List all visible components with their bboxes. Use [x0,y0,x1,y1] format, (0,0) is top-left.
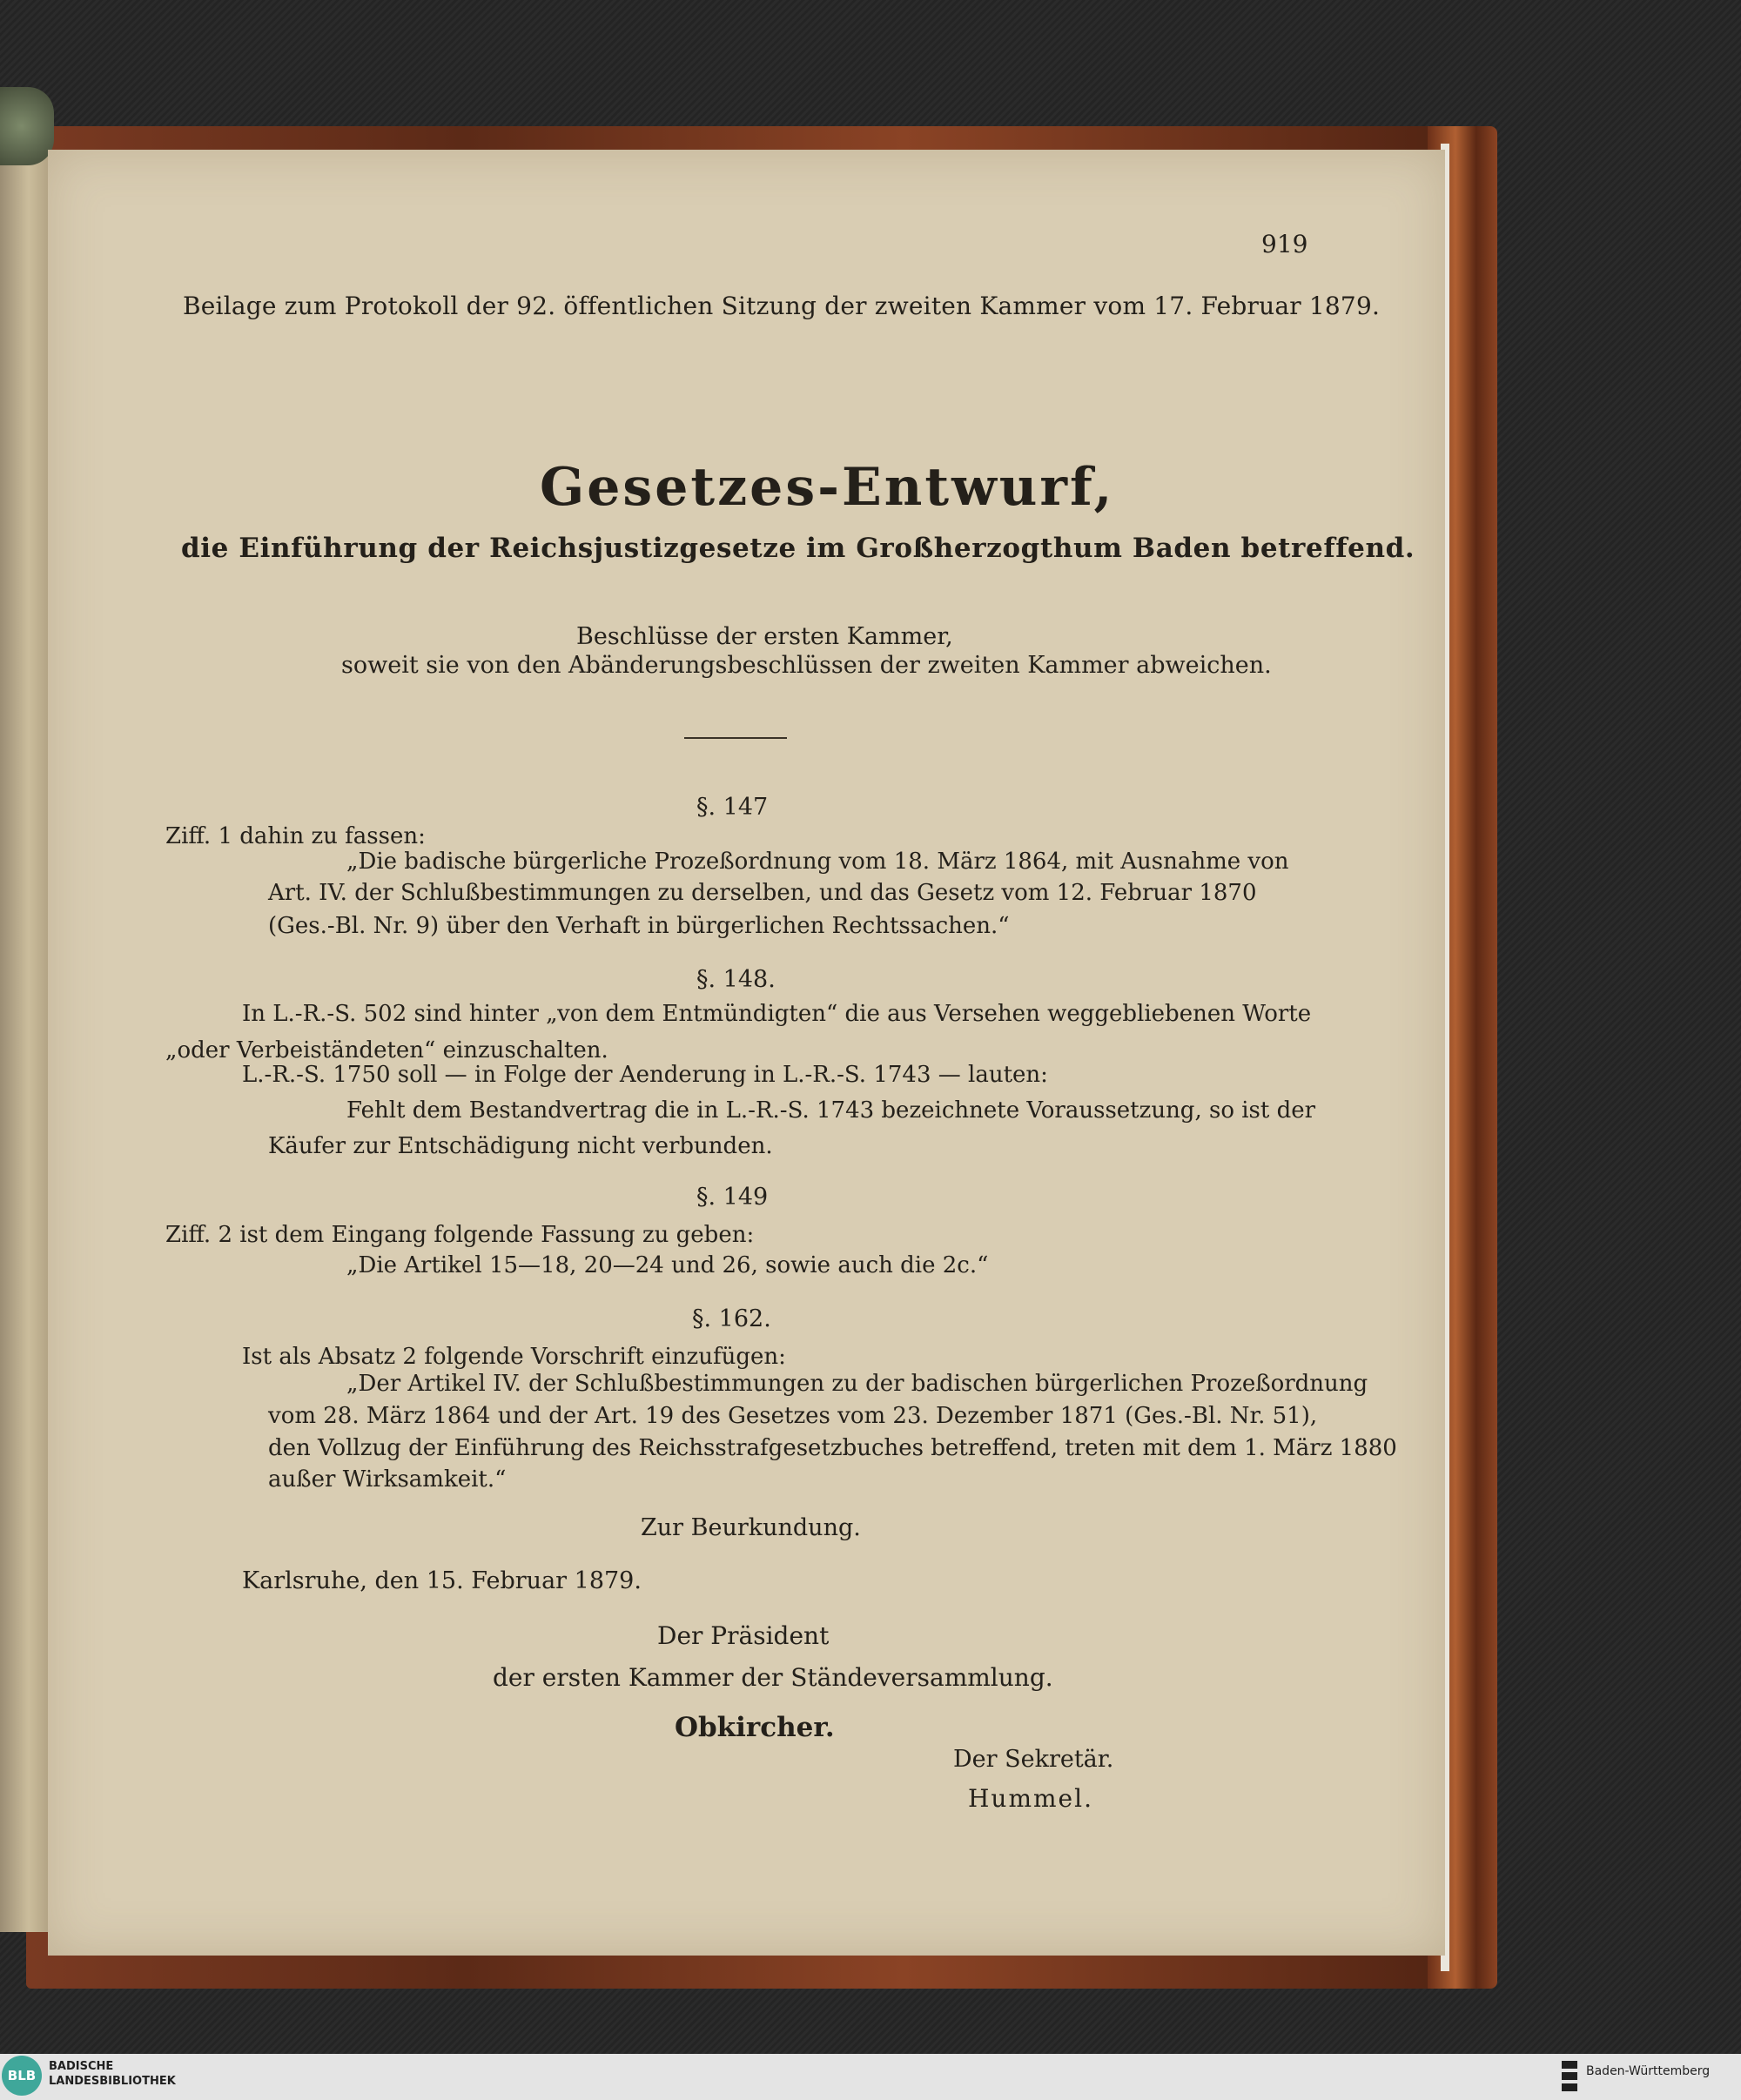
secretary-title: Der Sekretär. [953,1746,1114,1773]
body-line: Käufer zur Entschädigung nicht verbunden. [268,1133,773,1159]
footer-bar [0,2054,1741,2100]
resolution-subheading: soweit sie von den Abänderungsbeschlüssen der zweiten Kammer abweichen. [341,652,1272,679]
place-date: Karlsruhe, den 15. Februar 1879. [242,1567,642,1594]
previous-page-edge [0,139,48,1932]
body-line: Ist als Absatz 2 folgende Vorschrift einzufügen: [242,1344,786,1370]
president-title: Der Präsident [657,1621,830,1650]
body-line: „Die Artikel 15—18, 20—24 und 26, sowie auch die 2c.“ [346,1252,989,1278]
body-line: (Ges.-Bl. Nr. 9) über den Verhaft in bürgerlichen Rechtssachen.“ [268,913,1010,939]
blb-logo[interactable]: BLB [2,2056,42,2096]
body-line: den Vollzug der Einführung des Reichsstrafgesetzbuches betreffend, treten mit dem 1. März 1880 [268,1435,1397,1461]
secretary-name: Hummel. [968,1784,1093,1813]
library-name-line2: LANDESBIBLIOTHEK [49,2075,176,2088]
body-line: vom 28. März 1864 und der Art. 19 des Gesetzes vom 23. Dezember 1871 (Ges.-Bl. Nr. 51), [268,1403,1318,1429]
certification-line: Zur Beurkundung. [641,1514,861,1541]
body-line: L.-R.-S. 1750 soll — in Folge der Aenderung in L.-R.-S. 1743 — lauten: [242,1062,1048,1088]
document-subtitle: die Einführung der Reichsjustizgesetze im Großherzogthum Baden betreffend. [181,533,1415,564]
section-heading-148: §. 148. [696,966,776,993]
body-line: „Die badische bürgerliche Prozeßordnung vom 18. März 1864, mit Ausnahme von [346,849,1289,875]
document-title: Gesetzes-Entwurf, [540,457,1115,518]
state-name[interactable]: Baden-Württemberg [1586,2064,1711,2078]
library-name[interactable] [49,2059,176,2089]
body-line: Ziff. 2 ist dem Eingang folgende Fassung zu geben: [165,1222,755,1248]
divider-rule [684,737,787,739]
section-heading-162: §. 162. [692,1305,771,1332]
body-line: Fehlt dem Bestandvertrag die in L.-R.-S. 1743 bezeichnete Voraussetzung, so ist der [346,1097,1316,1124]
body-line: „Der Artikel IV. der Schlußbestimmungen zu der badischen bürgerlichen Prozeßordnung [346,1371,1368,1397]
coat-of-arms-icon [1560,2059,1579,2094]
section-heading-147: §. 147 [696,794,769,821]
page-number: 919 [1261,230,1308,258]
library-name-line1: BADISCHE [49,2060,114,2073]
resolution-heading: Beschlüsse der ersten Kammer, [576,623,953,650]
section-heading-149: §. 149 [696,1184,769,1211]
president-name: Obkircher. [675,1712,835,1743]
body-line: „oder Verbeiständeten“ einzuschalten. [165,1037,608,1063]
body-line: In L.-R.-S. 502 sind hinter „von dem Entmündigten“ die aus Versehen weggebliebenen Worte [242,1001,1312,1027]
binding-knob [0,87,54,165]
president-chamber: der ersten Kammer der Ständeversammlung. [493,1663,1053,1692]
body-line: Ziff. 1 dahin zu fassen: [165,823,426,849]
body-line: Art. IV. der Schlußbestimmungen zu derselben, und das Gesetz vom 12. Februar 1870 [268,880,1257,906]
supplement-line: Beilage zum Protokoll der 92. öffentlichen Sitzung der zweiten Kammer vom 17. Februar 1879. [183,292,1381,320]
body-line: außer Wirksamkeit.“ [268,1466,507,1493]
